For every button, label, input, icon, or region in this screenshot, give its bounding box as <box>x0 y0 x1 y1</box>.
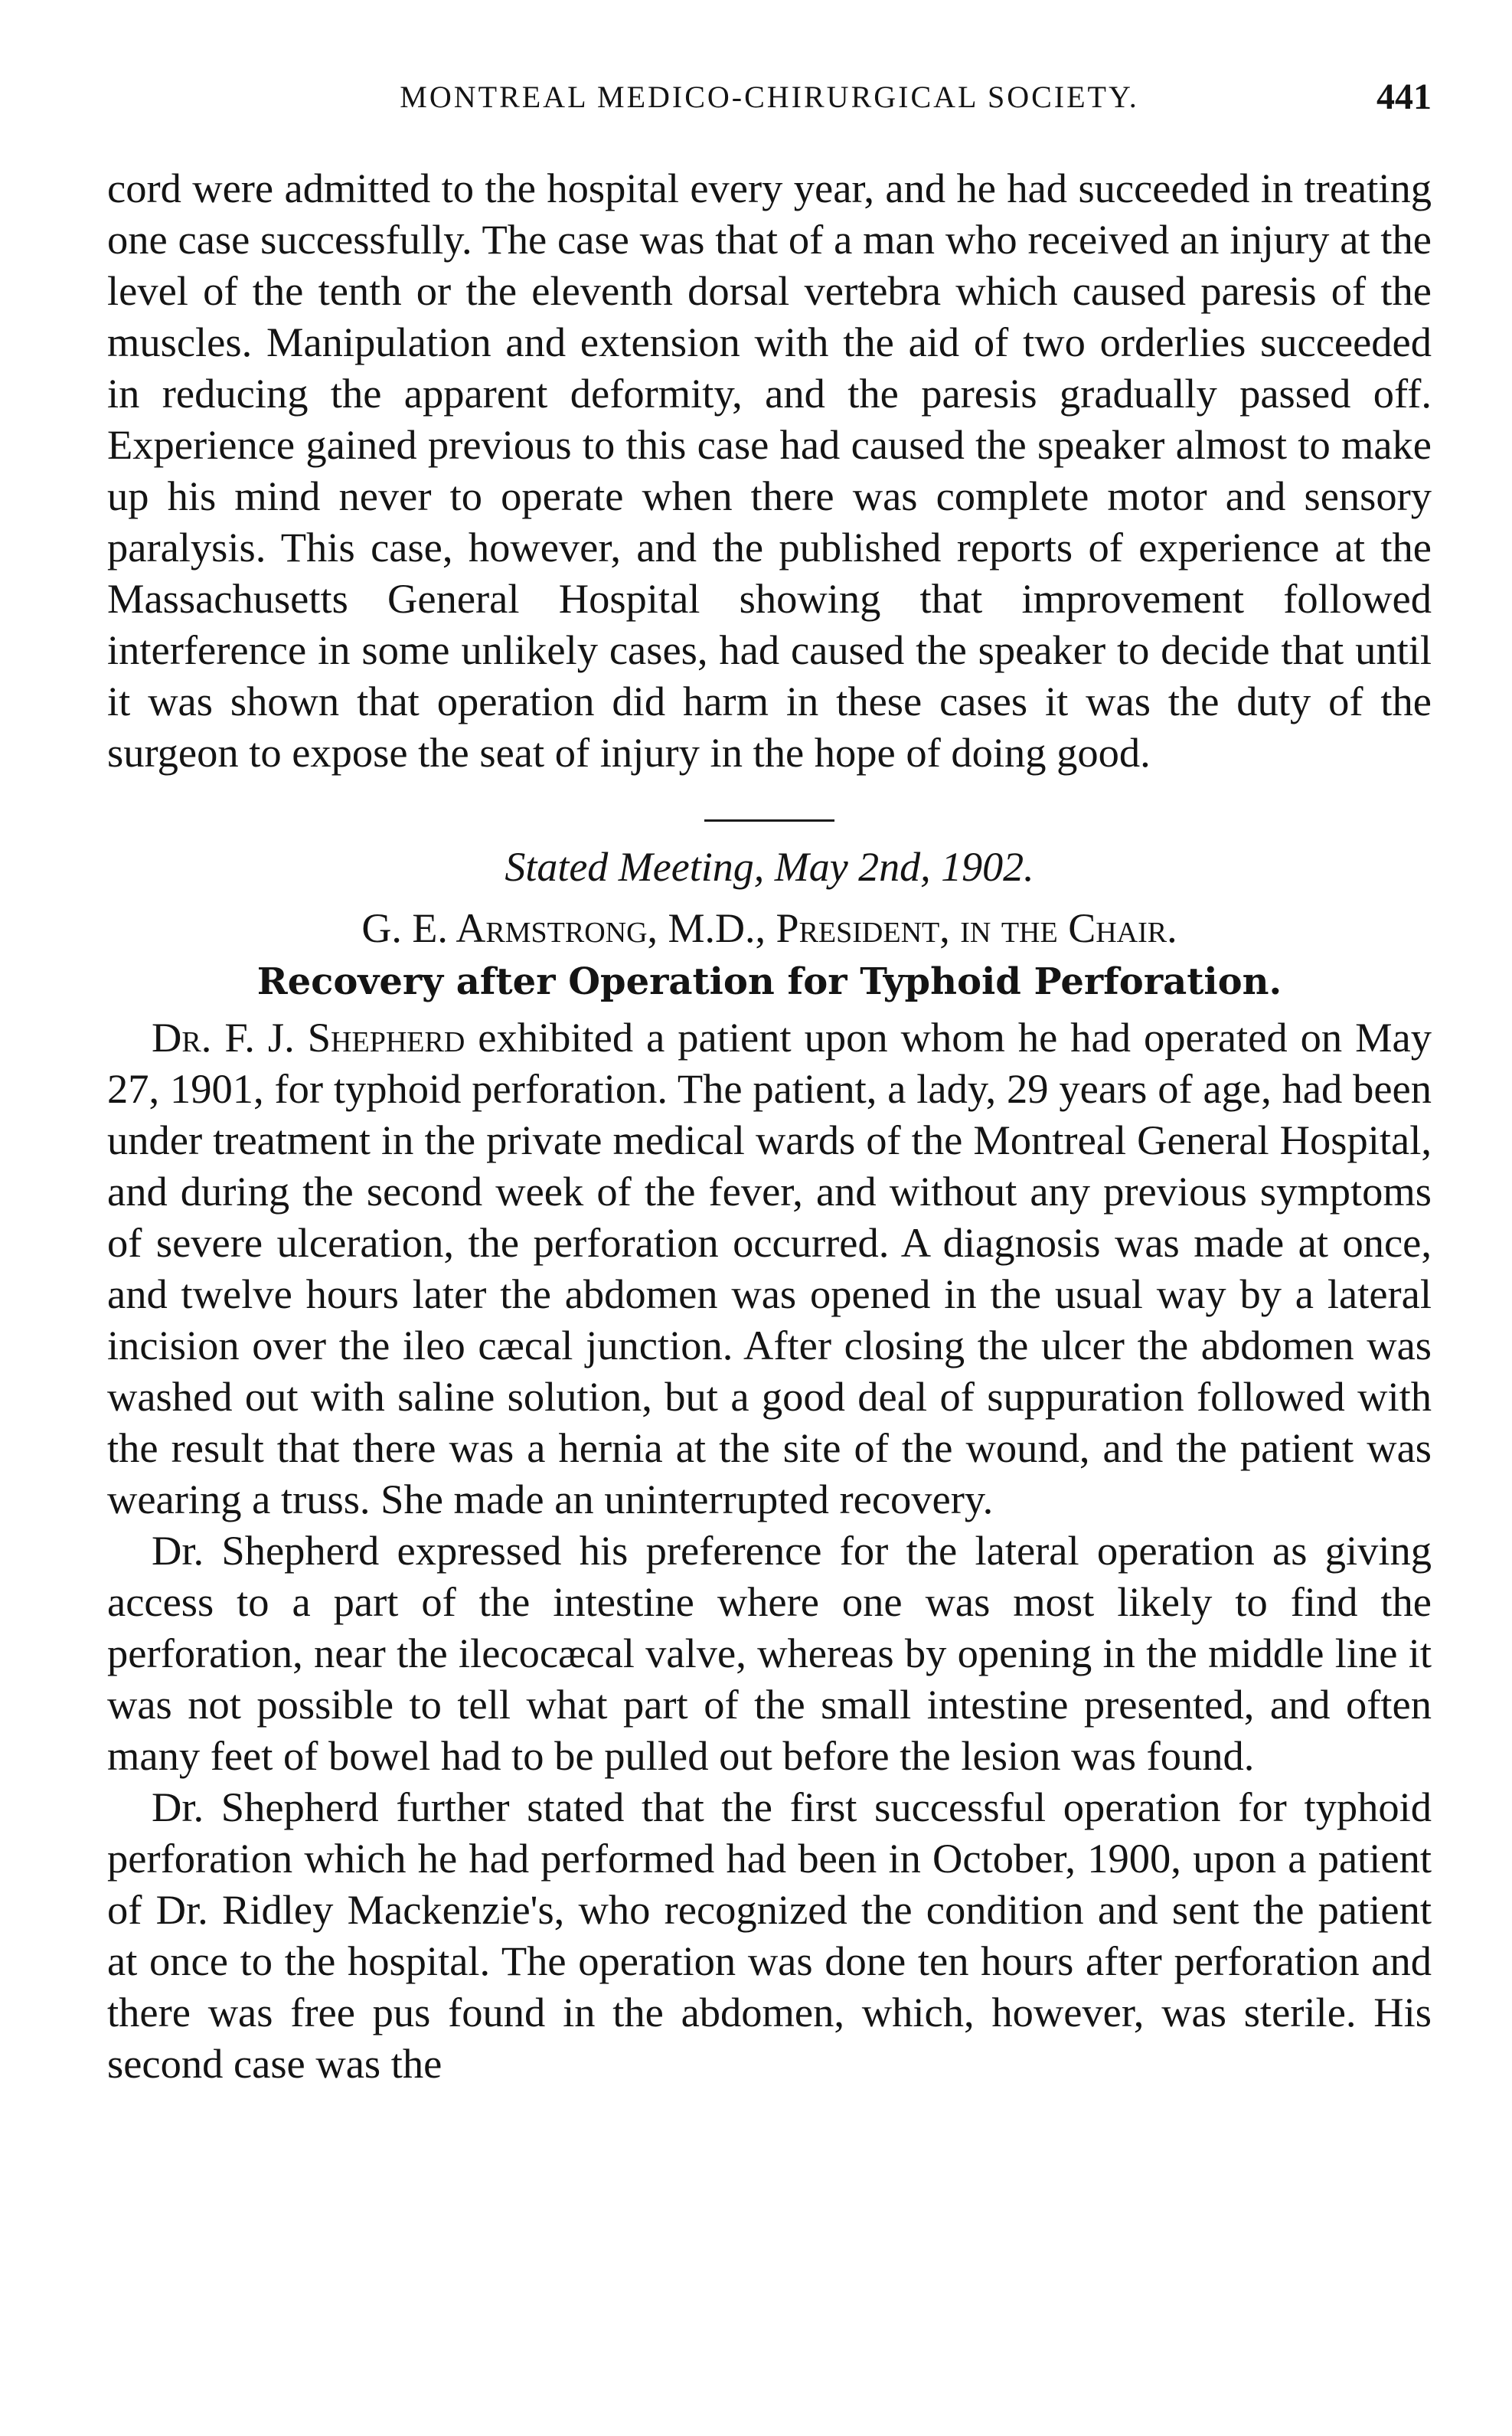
page-number: 441 <box>1376 77 1432 117</box>
paragraph-exhibit-text: exhibited a patient upon whom he had operated on May 27, 1901, for typhoid perforation. The patient, a lady, 29 years of age, had been under treatment in the private medical wards of the Montreal General Hospital, and during the second week of the fever, and without any previous symptoms of severe ulceration, the perforation occurred. A diagnosis was made at once, and twelve hours later the abdomen was opened in the usual way by a lateral incision over the ileo cæcal junction. After closing the ulcer the abdomen was washed out with saline solution, but a good deal of suppuration followed with the result that there was a hernia at the site of the wound, and the patient was wearing a truss. She made an uninterrupted recovery. <box>107 1014 1432 1522</box>
running-head <box>107 70 1432 124</box>
continuation-paragraph: cord were admitted to the hospital every year, and he had succeeded in treating one case successfully. The case was that of a man who received an injury at the level of the tenth or the eleventh dorsal vertebra which caused paresis of the muscles. Manipulation and extension with the aid of two orderlies succeeded in reducing the apparent deformity, and the paresis gradually passed off. Experience gained previous to this case had caused the speaker almost to make up his mind never to operate when there was complete motor and sensory paralysis. This case, however, and the published reports of experience at the Massachusetts General Hospital showing that improvement followed interference in some unlikely cases, had caused the speaker to decide that until it was shown that operation did harm in these cases it was the duty of the surgeon to expose the seat of injury in the hope of doing good. <box>107 165 1432 776</box>
section-divider <box>704 819 834 822</box>
speaker-name: Dr. F. J. Shepherd <box>152 1014 465 1061</box>
paragraph-preference: Dr. Shepherd expressed his preference for the lateral operation as giving access to a part of the intestine where one was most likely to find the perforation, near the ilecocæcal valve, whereas by opening in the middle line it was not possible to tell what part of the small intestine presented, and often many feet of bowel had to be pulled out before the lesion was found. <box>107 1527 1432 1779</box>
section-heading: Recovery after Operation for Typhoid Perforation. <box>256 960 1282 1003</box>
paragraph-exhibit <box>107 1012 1432 1525</box>
body-text <box>107 162 1432 2089</box>
chair-line: G. E. Armstrong, M.D., President, in the Chair. <box>361 905 1177 951</box>
meeting-title: Stated Meeting, May 2nd, 1902. <box>505 844 1034 890</box>
paragraph-further: Dr. Shepherd further stated that the first successful operation for typhoid perforation which he had performed had been in October, 1900, upon a patient of Dr. Ridley Mackenzie's, who recognized the condition and sent the patient at once to the hospital. The operation was done ten hours after perforation and there was free pus found in the abdomen, which, however, was sterile. His second case was the <box>107 1784 1432 2087</box>
running-title: MONTREAL MEDICO-CHIRURGICAL SOCIETY. <box>400 80 1139 114</box>
